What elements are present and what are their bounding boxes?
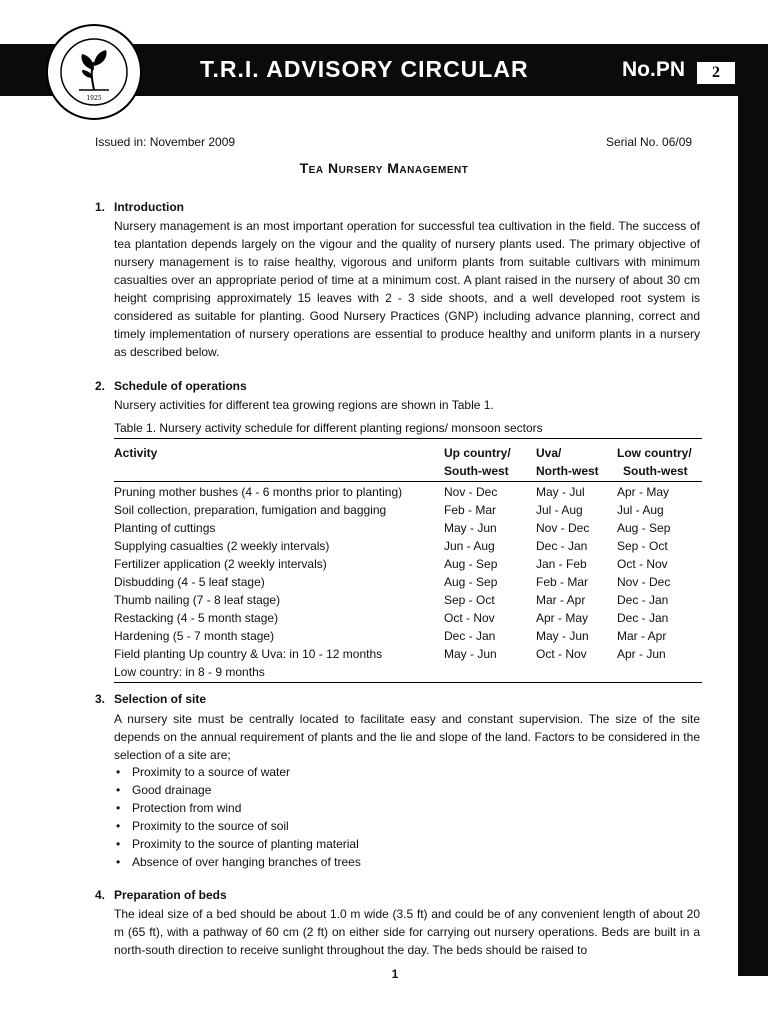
cell-lowcountry: Nov - Dec — [617, 575, 671, 589]
list-item-text: Proximity to a source of water — [132, 765, 291, 779]
list-item-text: Good drainage — [132, 783, 212, 797]
th-lowcountry-2: South-west — [623, 464, 688, 478]
bullet-icon: • — [116, 765, 121, 779]
circular-number-value: 2 — [697, 62, 735, 84]
section-4-body: The ideal size of a bed should be about 1.0 m wide (3.5 ft) and could be of any convenient length of about 20 m (65 ft), with a pathway of 60 cm (2 ft) on either side for carrying out nursery operations. Beds are built in a north-south direction to receive sunlight throughout the day. The beds should be raised to — [114, 907, 700, 957]
cell-upcountry: Nov - Dec — [444, 485, 498, 499]
serial-number: Serial No. 06/09 — [606, 135, 693, 149]
cell-uva: Mar - Apr — [536, 593, 586, 607]
table-caption: Table 1. Nursery activity schedule for different planting regions/ monsoon sectors — [114, 421, 543, 435]
section-1-body: Nursery management is an most important operation for successful tea cultivation in the field. The success of tea plantation depends largely on the vigour and the quality of nursery plants used. The primary objective of nursery management is to raise healthy, vigorous and uniform plants from suitable cultivars with minimum casualties over an appropriate period of time at a minimum cost. A plant raised in the nursery of about 30 cm height comprising approximately 15 leaves with 2 - 3 side shoots, and a well developed root system is considered as suitable for planting. Good Nursery Practices (GNP) including advance planning, correct and timely implementation of nursery operations are essential to produce healthy and uniform plants in a nursery as described below. — [114, 219, 700, 359]
cell-activity: Soil collection, preparation, fumigation and bagging — [114, 503, 387, 517]
th-activity: Activity — [114, 446, 158, 460]
circular-number-label: No.PN — [622, 58, 685, 81]
cell-upcountry: Feb - Mar — [444, 503, 497, 517]
cell-activity: Fertilizer application (2 weekly intervals) — [114, 557, 327, 571]
bullet-icon: • — [116, 819, 121, 833]
cell-uva: Feb - Mar — [536, 575, 589, 589]
cell-activity: Pruning mother bushes (4 - 6 months prior to planting) — [114, 485, 403, 499]
section-3-heading: Selection of site — [114, 692, 207, 706]
cell-activity: Supplying casualties (2 weekly intervals) — [114, 539, 330, 553]
cell-uva: Jul - Aug — [536, 503, 583, 517]
cell-upcountry: Aug - Sep — [444, 557, 498, 571]
table-header-rule — [114, 481, 702, 482]
th-uva-2: North-west — [536, 464, 599, 478]
cell-lowcountry: Apr - May — [617, 485, 670, 499]
cell-activity: Restacking (4 - 5 month stage) — [114, 611, 279, 625]
cell-lowcountry: Sep - Oct — [617, 539, 668, 553]
cell-lowcountry: Oct - Nov — [617, 557, 668, 571]
cell-uva: Dec - Jan — [536, 539, 588, 553]
cell-uva: Nov - Dec — [536, 521, 590, 535]
cell-upcountry: Sep - Oct — [444, 593, 495, 607]
page-number: 1 — [391, 967, 399, 981]
cell-upcountry: Oct - Nov — [444, 611, 495, 625]
right-margin-bar — [738, 96, 768, 976]
bullet-icon: • — [116, 783, 121, 797]
cell-uva: Jan - Feb — [536, 557, 587, 571]
cell-lowcountry: Apr - Jun — [617, 647, 666, 661]
th-upcountry-1: Up country/ — [444, 446, 511, 460]
cell-lowcountry: Mar - Apr — [617, 629, 667, 643]
section-3-number: 3. — [95, 692, 106, 706]
cell-uva: Oct - Nov — [536, 647, 587, 661]
cell-uva: Apr - May — [536, 611, 589, 625]
section-1-number: 1. — [95, 200, 106, 214]
list-item-text: Proximity to the source of planting material — [132, 837, 359, 851]
cell-upcountry: May - Jun — [444, 521, 497, 535]
seal-year: 1925 — [86, 95, 102, 102]
table-bottom-rule — [114, 682, 702, 683]
th-uva-1: Uva/ — [536, 446, 562, 460]
bullet-icon: • — [116, 855, 121, 869]
cell-uva: May - Jun — [536, 629, 589, 643]
bullet-icon: • — [116, 801, 121, 815]
list-item-text: Proximity to the source of soil — [132, 819, 289, 833]
list-item-text: Absence of over hanging branches of trees — [132, 855, 361, 869]
section-4-number: 4. — [95, 888, 106, 902]
document-title — [0, 160, 768, 176]
cell-activity: Planting of cuttings — [114, 521, 216, 535]
issued-date: Issued in: November 2009 — [95, 135, 236, 149]
cell-lowcountry: Jul - Aug — [617, 503, 664, 517]
table-top-rule — [114, 438, 702, 439]
document-title-text: Tea Nursery Management — [299, 160, 469, 176]
section-2-heading: Schedule of operations — [114, 379, 247, 393]
cell-activity: Field planting Up country & Uva: in 10 - 12 months — [114, 647, 383, 661]
cell-lowcountry: Aug - Sep — [617, 521, 671, 535]
tri-seal-logo — [44, 22, 144, 122]
section-2-body: Nursery activities for different tea growing regions are shown in Table 1. — [114, 398, 494, 412]
section-1-heading: Introduction — [114, 200, 184, 214]
cell-upcountry: May - Jun — [444, 647, 497, 661]
section-3-body: A nursery site must be centrally located to facilitate easy and constant supervision. The size of the site depends on the annual requirement of plants and the lie and slope of the land. Factors to be considered in the selection of a site are; — [114, 712, 700, 762]
section-4-heading: Preparation of beds — [114, 888, 227, 902]
cell-activity: Disbudding (4 - 5 leaf stage) — [114, 575, 265, 589]
th-upcountry-2: South-west — [444, 464, 509, 478]
cell-lowcountry: Dec - Jan — [617, 611, 669, 625]
cell-uva: May - Jul — [536, 485, 585, 499]
table-last-row-extra: Low country: in 8 - 9 months — [114, 665, 265, 679]
cell-activity: Hardening (5 - 7 month stage) — [114, 629, 275, 643]
cell-upcountry: Jun - Aug — [444, 539, 495, 553]
th-lowcountry-1: Low country/ — [617, 446, 692, 460]
section-2-number: 2. — [95, 379, 106, 393]
cell-lowcountry: Dec - Jan — [617, 593, 669, 607]
list-item-text: Protection from wind — [132, 801, 242, 815]
cell-activity: Thumb nailing (7 - 8 leaf stage) — [114, 593, 281, 607]
cell-upcountry: Aug - Sep — [444, 575, 498, 589]
cell-upcountry: Dec - Jan — [444, 629, 496, 643]
bullet-icon: • — [116, 837, 121, 851]
circular-title: T.R.I. ADVISORY CIRCULAR — [200, 56, 529, 82]
